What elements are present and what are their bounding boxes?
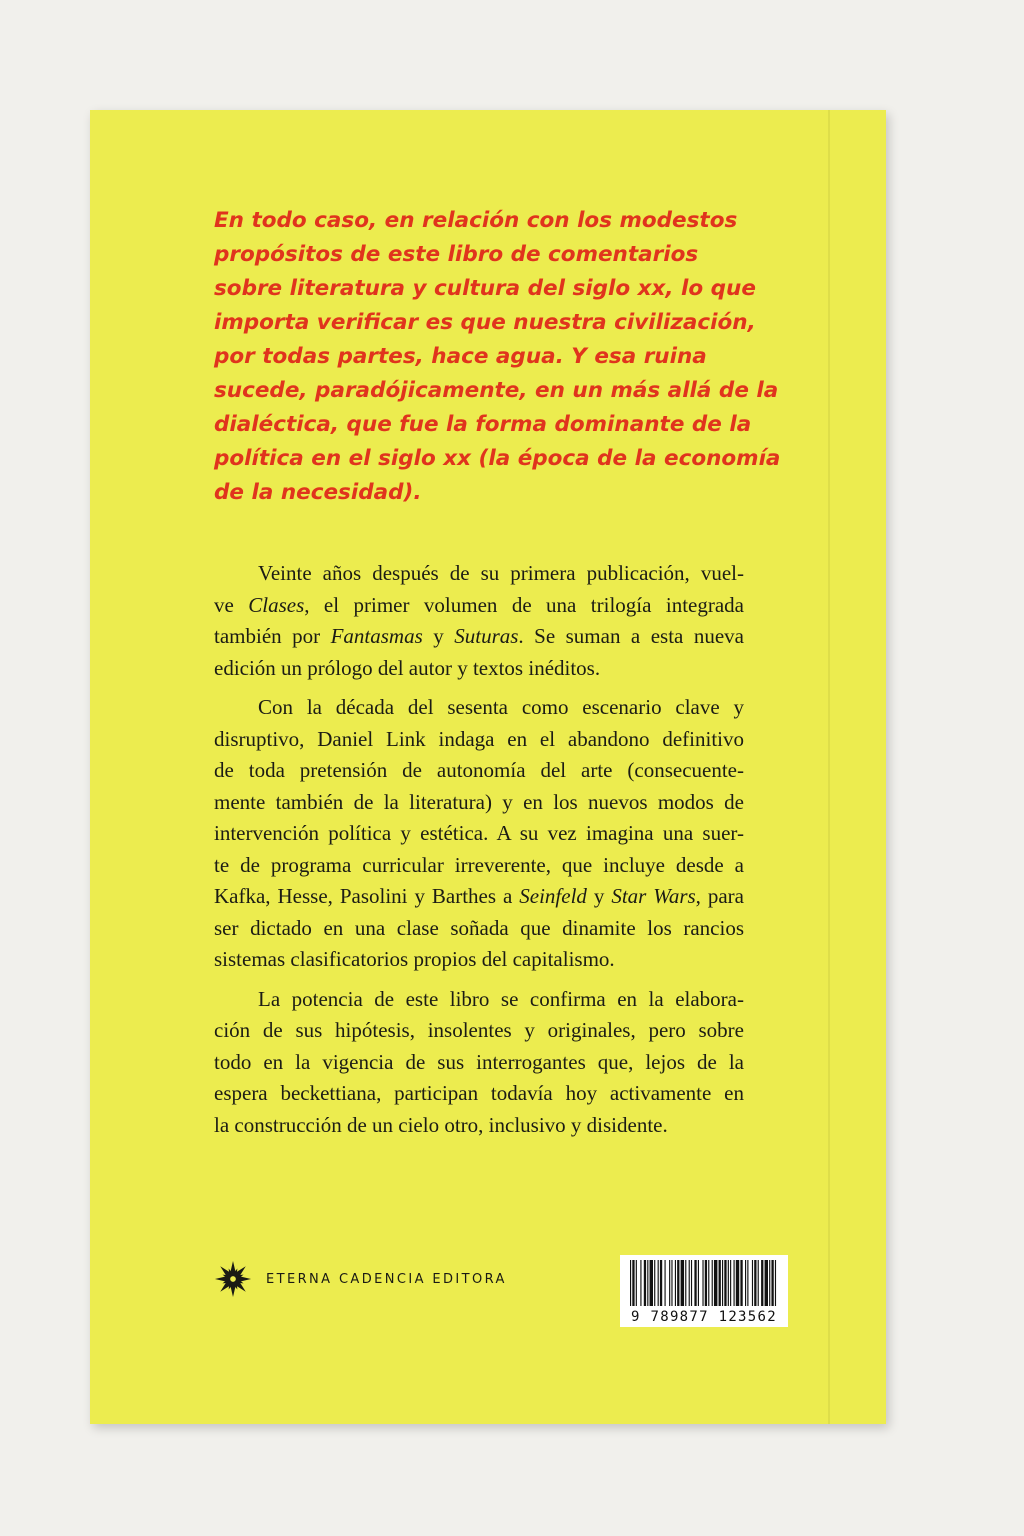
- synopsis-line: la construcción de un cielo otro, inclusivo y disidente.: [214, 1112, 668, 1137]
- synopsis: [214, 558, 744, 1141]
- synopsis-line: ción de sus hipótesis, insolentes y originales, pero sobre: [214, 1018, 744, 1042]
- synopsis-line: intervención política y estética. A su vez imagina una suer-: [214, 821, 744, 845]
- quote-line: dialéctica, que fue la forma dominante de la: [214, 412, 752, 437]
- synopsis-line: sistemas clasificatorios propios del capitalismo.: [214, 947, 615, 971]
- synopsis-line: ser dictado en una clase soñada que dinamite los rancios: [214, 915, 744, 940]
- synopsis-line: espera beckettiana, participan todavía hoy activamente en: [214, 1081, 744, 1105]
- publisher-name: ETERNA CADENCIA EDITORA: [266, 1271, 507, 1287]
- synopsis-paragraph-3: [214, 984, 744, 1142]
- synopsis-line: todo en la vigencia de sus interrogantes que, lejos de la: [214, 1049, 744, 1074]
- title-star-wars: Star Wars: [611, 884, 696, 908]
- isbn-number: 9 789877 123562: [631, 1309, 777, 1325]
- synopsis-line: de toda pretensión de autonomía del arte (consecuente-: [214, 758, 744, 782]
- book-back-cover: [90, 110, 886, 1424]
- publisher-imprint: [214, 1260, 507, 1298]
- star-burst-icon: [214, 1260, 252, 1298]
- title-seinfeld: Seinfeld: [519, 884, 587, 908]
- book-title-clases: Clases: [248, 592, 305, 617]
- synopsis-line: Veinte años después de su primera publicación, vuel-: [258, 561, 744, 585]
- synopsis-paragraph-1: [214, 558, 744, 684]
- quote-line: política en el siglo xx (la época de la economía: [214, 446, 781, 471]
- barcode-bars: [624, 1260, 784, 1308]
- synopsis-line: mente también de la literatura) y en los nuevos modos de: [214, 789, 744, 814]
- quote-line: sucede, paradójicamente, en un más allá de la: [214, 378, 779, 403]
- quote-line: importa verificar es que nuestra civilización,: [214, 310, 756, 335]
- cover-fold-line: [828, 110, 830, 1424]
- synopsis-line: La potencia de este libro se confirma en la elabora-: [258, 986, 744, 1011]
- quote-line: de la necesidad).: [214, 480, 422, 505]
- synopsis-line: ve Clases, el primer volumen de una trilogía integrada: [214, 592, 744, 617]
- synopsis-paragraph-2: [214, 692, 744, 976]
- synopsis-line: edición un prólogo del autor y textos inéditos.: [214, 655, 601, 680]
- quote-line: por todas partes, hace agua. Y esa ruina: [214, 344, 707, 369]
- quote-line: sobre literatura y cultura del siglo xx, lo que: [214, 276, 756, 301]
- book-title-fantasmas: Fantasmas: [330, 624, 423, 648]
- isbn-barcode: [620, 1255, 788, 1327]
- quote-line: En todo caso, en relación con los modestos: [214, 208, 738, 233]
- synopsis-line: te de programa curricular irreverente, que incluye desde a: [214, 852, 744, 877]
- synopsis-line: disruptivo, Daniel Link indaga en el abandono definitivo: [214, 726, 744, 751]
- synopsis-line: Kafka, Hesse, Pasolini y Barthes a Seinfeld y Star Wars, para: [214, 884, 744, 908]
- pull-quote: [214, 204, 781, 510]
- synopsis-line: también por Fantasmas y Suturas. Se suman a esta nueva: [214, 624, 744, 648]
- quote-line: propósitos de este libro de comentarios: [214, 242, 699, 267]
- synopsis-line: Con la década del sesenta como escenario clave y: [258, 695, 744, 719]
- book-title-suturas: Suturas: [454, 624, 519, 648]
